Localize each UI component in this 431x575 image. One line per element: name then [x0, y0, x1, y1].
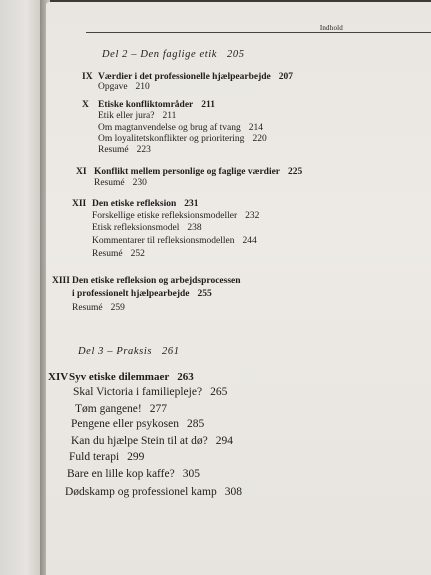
subentry-title: Opgave: [98, 82, 128, 92]
chapter-title-text: Den etiske refleksion: [92, 199, 177, 209]
facing-page-edge: [0, 0, 44, 575]
page-number: 308: [224, 486, 242, 498]
toc-subentry: [75, 403, 167, 415]
toc-subentry: [92, 249, 145, 259]
toc-subentry: [98, 145, 151, 155]
subentry-title: Resumé: [98, 145, 129, 155]
page-number: 238: [187, 223, 202, 233]
subentry-title: Bare en lille kop kaffe?: [67, 468, 175, 480]
page-number: 252: [130, 249, 145, 259]
page-number: 207: [278, 72, 293, 82]
subentry-title: Kommentarer til refleksionsmodellen: [92, 236, 235, 246]
page-number: 214: [248, 123, 263, 133]
page-number: 225: [288, 167, 303, 177]
part-title: Del 3 – Praksis: [78, 346, 153, 357]
contents-page: [46, 2, 431, 575]
chapter-title: [69, 371, 194, 383]
page-number: 230: [132, 178, 147, 188]
toc-subentry: [69, 451, 144, 463]
toc-subentry: [71, 418, 204, 430]
subentry-title: Skal Victoria i familiepleje?: [73, 386, 203, 398]
toc-subentry: [72, 303, 125, 313]
chapter-number: XIII: [52, 276, 70, 286]
page-number: 205: [227, 49, 245, 60]
page-number: 223: [136, 145, 151, 155]
page-number: 244: [242, 236, 257, 246]
toc-subentry: [71, 435, 233, 447]
page-number: 211: [201, 100, 215, 110]
page-number: 232: [245, 211, 260, 221]
chapter-title: [72, 276, 241, 286]
part-2-heading: [102, 49, 245, 60]
subentry-title: Etik eller jura?: [98, 111, 155, 121]
toc-subentry: [67, 468, 200, 480]
chapter-title: [92, 199, 199, 209]
chapter-number: X: [82, 100, 89, 110]
subentry-title: Resumé: [72, 303, 103, 313]
chapter-title-text: Syv etiske dilemmaer: [69, 371, 170, 383]
toc-subentry: [92, 211, 259, 221]
chapter-title: [98, 72, 293, 82]
toc-subentry: [98, 134, 267, 144]
subentry-title: Etisk refleksionsmodel: [92, 223, 180, 233]
page-number: 294: [215, 435, 233, 447]
subentry-title: Resumé: [92, 249, 123, 259]
part-3-heading: [78, 346, 180, 357]
chapter-number: XI: [76, 167, 87, 177]
subentry-title: Dødskamp og professionel kamp: [65, 486, 217, 498]
page-number: 231: [184, 199, 199, 209]
toc-subentry: [65, 486, 242, 498]
page-number: 305: [182, 468, 200, 480]
page-number: 255: [197, 289, 212, 299]
chapter-title: [94, 167, 302, 177]
subentry-title: Forskellige etiske refleksionsmodeller: [92, 211, 238, 221]
toc-subentry: [98, 123, 263, 133]
toc-subentry: [92, 236, 257, 246]
page-number: 265: [210, 386, 228, 398]
page-number: 277: [149, 403, 167, 415]
running-head: Indhold: [319, 24, 343, 32]
chapter-title-continued: [72, 289, 212, 299]
page-number: 220: [252, 134, 267, 144]
toc-subentry: [98, 82, 150, 92]
toc-subentry: [94, 178, 147, 188]
subentry-title: Kan du hjælpe Stein til at dø?: [71, 435, 208, 447]
page-number: 263: [177, 371, 194, 383]
page-number: 211: [162, 111, 177, 121]
toc-subentry: [92, 223, 202, 233]
part-title: Del 2 – Den faglige etik: [102, 49, 217, 60]
toc-subentry: [73, 386, 227, 398]
subentry-title: Resumé: [94, 178, 125, 188]
page-number: 259: [110, 303, 125, 313]
chapter-title-text: Værdier i det professionelle hjælpearbejde: [98, 72, 271, 82]
subentry-title: Om magtanvendelse og brug af tvang: [98, 123, 241, 133]
subentry-title: Om loyalitetskonflikter og prioritering: [98, 134, 245, 144]
chapter-title-text: Konflikt mellem personlige og faglige værdier: [94, 167, 281, 177]
chapter-title-text: Den etiske refleksion og arbejdsprocessen: [72, 276, 241, 286]
toc-subentry: [98, 111, 176, 121]
subentry-title: Pengene eller psykosen: [71, 418, 179, 430]
header-rule: [86, 32, 431, 33]
chapter-title: [98, 100, 215, 110]
page-number: 261: [162, 346, 180, 357]
page-number: 210: [135, 82, 150, 92]
page-number: 299: [127, 451, 145, 463]
page-number: 285: [186, 418, 205, 430]
chapter-number: XII: [72, 199, 87, 209]
chapter-title-text: i professionelt hjælpearbejde: [72, 289, 190, 299]
subentry-title: Tøm gangene!: [75, 403, 142, 415]
subentry-title: Fuld terapi: [69, 451, 120, 463]
chapter-number: IX: [82, 72, 93, 82]
chapter-number: XIV: [48, 371, 69, 383]
chapter-title-text: Etiske konfliktområder: [98, 100, 194, 110]
